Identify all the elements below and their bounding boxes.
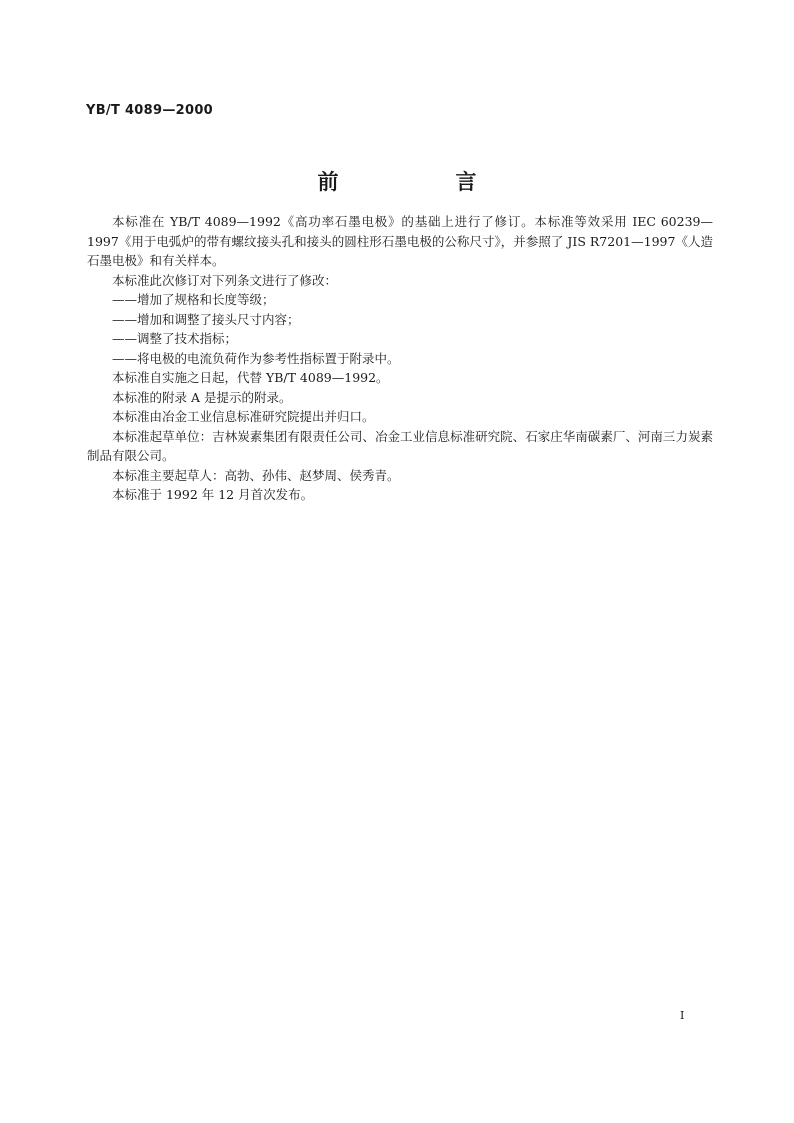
page-title: 前 言 <box>317 170 525 194</box>
paragraph-appendix: 本标准的附录 A 是提示的附录。 <box>112 389 292 405</box>
paragraph-drafting-units: 本标准起草单位：吉林炭素集团有限责任公司、冶金工业信息标准研究院、石家庄华南碳素厂、河南三力炭素制品有限公司。 <box>87 428 713 463</box>
list-item-revision: ——调整了技术指标； <box>112 331 238 346</box>
list-item-revision: ——增加和调整了接头尺寸内容； <box>112 311 300 327</box>
paragraph-revision-intro: 本标准此次修订对下列条文进行了修改： <box>112 272 338 288</box>
list-item-revision: ——将电极的电流负荷作为参考性指标置于附录中。 <box>112 350 400 366</box>
standard-code: YB/T 4089—2000 <box>86 103 214 118</box>
page-number: I <box>680 1009 685 1022</box>
list-item-revision: ——增加了规格和长度等级； <box>112 292 275 307</box>
paragraph-first-release: 本标准于 1992 年 12 月首次发布。 <box>112 487 314 502</box>
paragraph-replacement: 本标准自实施之日起，代替 YB/T 4089—1992。 <box>112 370 389 385</box>
paragraph-proposer: 本标准由冶金工业信息标准研究院提出并归口。 <box>112 409 375 424</box>
foreword-body <box>87 212 713 505</box>
paragraph-drafters: 本标准主要起草人：高勃、孙伟、赵梦周、侯秀青。 <box>112 467 400 483</box>
paragraph-basis: 本标准在 YB/T 4089—1992《高功率石墨电极》的基础上进行了修订。本标准等效采用 IEC 60239—1997《用于电弧炉的带有螺纹接头孔和接头的圆柱形石墨电极的公称尺寸》，并参照了 JIS R7201—1997《人造石墨电极》和有关样本。 <box>87 214 713 268</box>
